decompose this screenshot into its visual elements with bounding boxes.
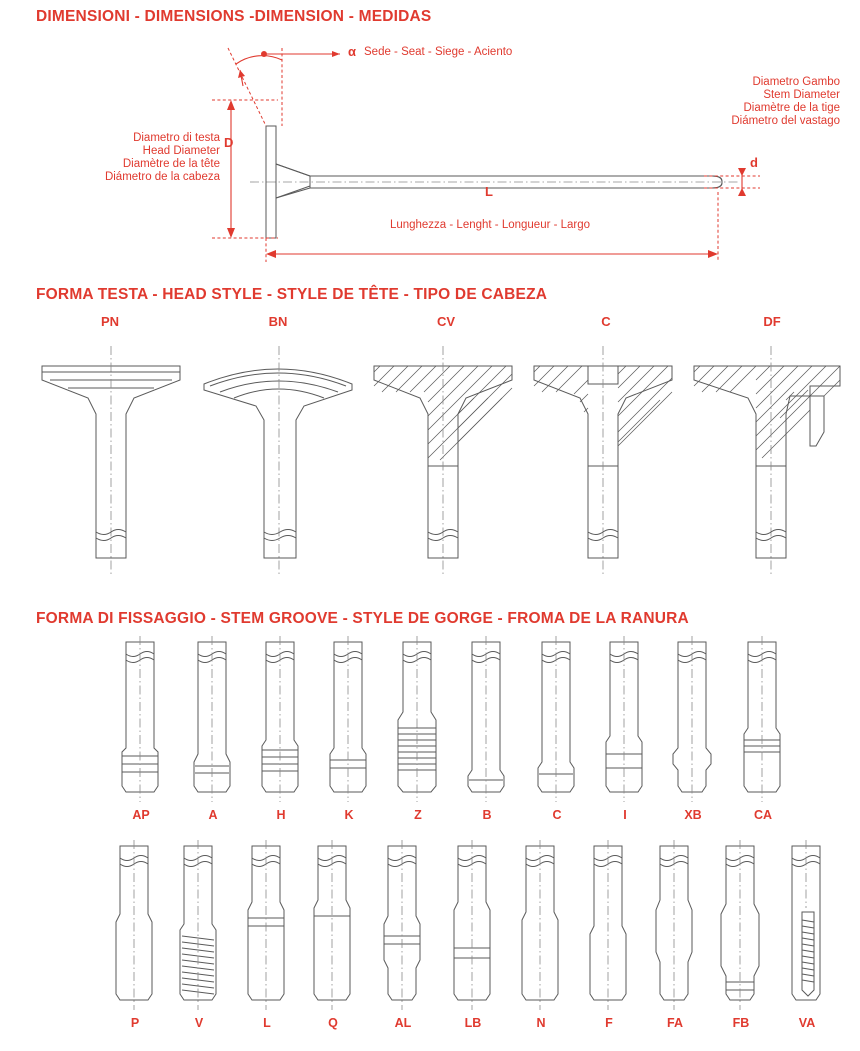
stem-groove-shape-q xyxy=(310,840,356,1012)
stem-groove-shape-i xyxy=(602,636,648,804)
head-style-label-bn: BN xyxy=(268,314,288,329)
head-diameter-line-1: Diametro di testa xyxy=(133,132,220,144)
head-style-shape-c xyxy=(530,336,682,584)
stem-groove-shape-f xyxy=(586,840,632,1012)
head-style-shape-bn xyxy=(200,336,360,584)
stem-groove-shape-al xyxy=(380,840,426,1012)
stem-groove-shape-h xyxy=(258,636,304,804)
dimensions-diagram xyxy=(0,26,860,278)
head-style-label-df: DF xyxy=(763,314,781,329)
head-style-shape-pn xyxy=(38,336,184,584)
head-diameter-line-4: Diámetro de la cabeza xyxy=(104,171,220,183)
stem-groove-label-fb: FB xyxy=(732,1016,750,1030)
stem-groove-label-q: Q xyxy=(328,1016,338,1030)
stem-groove-shape-lb xyxy=(450,840,496,1012)
head-style-label-c: C xyxy=(601,314,611,329)
stem-groove-shape-z xyxy=(394,636,442,804)
stem-groove-row-2 xyxy=(0,840,860,1045)
stem-diameter-line-1: Diametro Gambo xyxy=(752,76,840,88)
head-diameter-symbol: D xyxy=(224,135,234,150)
stem-groove-label-fa: FA xyxy=(667,1016,683,1030)
head-style-label-cv: CV xyxy=(436,314,456,329)
stem-diameter-line-3: Diamètre de la tige xyxy=(743,102,840,114)
stem-diameter-line-4: Diámetro del vastago xyxy=(731,115,840,127)
section-title-head-style: FORMA TESTA - HEAD STYLE - STYLE DE TÊTE - TIPO DE CABEZA xyxy=(36,286,548,303)
length-label: Lunghezza - Lenght - Longueur - Largo xyxy=(389,219,591,231)
stem-groove-shape-ca xyxy=(740,636,786,804)
stem-groove-label-b: B xyxy=(482,808,492,822)
head-diameter-line-2: Head Diameter xyxy=(142,145,220,157)
stem-groove-label-p: P xyxy=(130,1016,140,1030)
stem-groove-shape-n xyxy=(518,840,564,1012)
section-title-dimensions: DIMENSIONI - DIMENSIONS -DIMENSION - MEDIDAS xyxy=(36,8,432,25)
stem-groove-label-al: AL xyxy=(394,1016,412,1030)
stem-groove-shape-v xyxy=(176,840,222,1012)
stem-groove-label-xb: XB xyxy=(684,808,702,822)
stem-groove-label-lb: LB xyxy=(464,1016,482,1030)
stem-groove-label-h: H xyxy=(276,808,286,822)
stem-groove-shape-a xyxy=(190,636,236,804)
stem-groove-shape-l xyxy=(244,840,290,1012)
stem-groove-shape-va xyxy=(784,840,830,1012)
stem-groove-label-c: C xyxy=(552,808,562,822)
stem-groove-shape-xb xyxy=(670,636,716,804)
stem-groove-label-ca: CA xyxy=(753,808,773,822)
stem-groove-label-i: I xyxy=(623,808,627,822)
stem-groove-label-a: A xyxy=(208,808,218,822)
seat-angle-leader xyxy=(228,48,340,126)
stem-groove-shape-ap xyxy=(118,636,164,804)
head-style-label-pn: PN xyxy=(100,314,120,329)
stem-groove-row-1 xyxy=(0,636,860,836)
stem-diameter-line-2: Stem Diameter xyxy=(763,89,840,101)
stem-groove-label-l: L xyxy=(263,1016,271,1030)
stem-groove-label-z: Z xyxy=(414,808,422,822)
head-style-shape-cv xyxy=(370,336,522,584)
stem-groove-label-va: VA xyxy=(798,1016,816,1030)
head-style-diagram xyxy=(0,312,860,582)
stem-groove-shape-b xyxy=(464,636,510,804)
head-style-shape-df xyxy=(690,336,850,584)
length-symbol: L xyxy=(485,184,493,199)
stem-groove-label-v: V xyxy=(194,1016,204,1030)
stem-groove-shape-p xyxy=(112,840,158,1012)
stem-groove-shape-fa xyxy=(652,840,698,1012)
stem-groove-shape-c xyxy=(534,636,580,804)
stem-groove-shape-fb xyxy=(718,840,764,1012)
seat-angle-symbol: α xyxy=(348,44,356,59)
stem-groove-label-ap: AP xyxy=(132,808,150,822)
head-diameter-line-3: Diamètre de la tête xyxy=(122,158,220,170)
stem-groove-shape-k xyxy=(326,636,372,804)
stem-groove-label-k: K xyxy=(344,808,354,822)
stem-groove-label-f: F xyxy=(605,1016,613,1030)
section-title-stem-groove: FORMA DI FISSAGGIO - STEM GROOVE - STYLE DE GORGE - FROMA DE LA RANURA xyxy=(36,610,689,627)
stem-diameter-symbol: d xyxy=(750,155,758,170)
stem-groove-label-n: N xyxy=(536,1016,546,1030)
seat-angle-label: Sede - Seat - Siege - Aciento xyxy=(364,46,513,58)
